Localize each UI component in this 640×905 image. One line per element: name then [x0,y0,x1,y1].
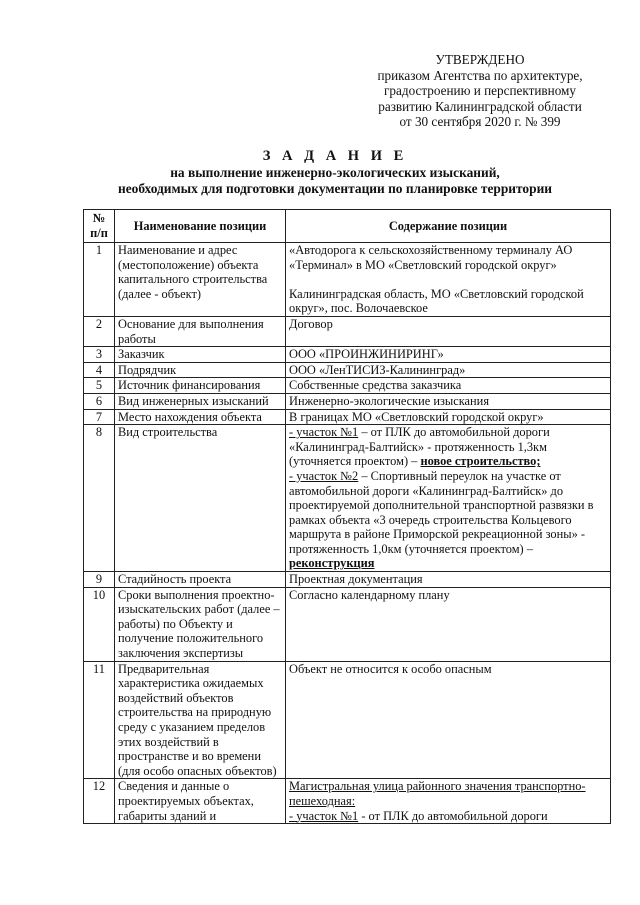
row-name: Стадийность проекта [115,572,286,588]
table-row [84,316,611,346]
row-num: 3 [84,347,115,363]
row-content: Договор [286,316,611,346]
table-row [84,362,611,378]
row-content [286,243,611,317]
row-name: Вид строительства [115,425,286,572]
table-row [84,347,611,363]
row-num: 4 [84,362,115,378]
table-row [84,393,611,409]
row-name: Основание для выполнения работы [115,316,286,346]
row-name: Сведения и данные о проектируемых объектах, габариты зданий и [115,779,286,824]
task-table [83,209,611,824]
header-num: № п/п [84,210,115,243]
approval-line: УТВЕРЖДЕНО [435,52,525,67]
row-name: Вид инженерных изысканий [115,393,286,409]
table-header-row [84,210,611,243]
row-content: Инженерно-экологические изыскания [286,393,611,409]
section-2-text: – Спортивный переулок на участке от автомобильной дороги «Калининград-Балтийск» до проектируемой дополнительной транспортной развязки в рамках объекта «3 очередь строительства Кольцевого маршрута в районе Приморской рекреационной зоны» - протяженность 1,0км (уточняется проектом) – [289,468,594,556]
row-num: 7 [84,409,115,425]
title-subheading: на выполнение инженерно-экологических изысканий, [170,165,500,180]
row-num: 6 [84,393,115,409]
table-row [84,587,611,661]
table-row [84,409,611,425]
object-address: Калининградская область, МО «Светловский городской округ», пос. Волочаевское [289,286,584,316]
title-heading: З А Д А Н И Е [262,148,408,164]
table-row [84,425,611,572]
title-subheading: необходимых для подготовки документации по планировке территории [117,181,552,196]
section-1-type: новое строительство; [420,454,541,469]
street-class: Магистральная улица районного значения транспортно-пешеходная: [289,779,586,808]
approval-stamp [346,52,614,130]
section-2-type: реконструкция [289,556,375,571]
approval-line: приказом Агентства по архитектуре, [377,67,583,83]
section-1-text: – от ПЛК до автомобильной дороги «Калининград-Балтийск» - протяженность 1,3км (уточняется проектом) – [289,425,550,469]
row-content: ООО «ПРОИНЖИНИРИНГ» [286,347,611,363]
table-row [84,378,611,394]
row-name: Место нахождения объекта [115,409,286,425]
section-1-label: - участок №1 [289,425,359,440]
table-row [84,779,611,824]
row-num: 2 [84,316,115,346]
row-name: Предварительная характеристика ожидаемых воздействий объектов строительства на природную среду с указанием пределов этих воздействий в пространстве и во времени (для особо опасных объектов) [115,661,286,779]
row-content: Согласно календарному плану [286,587,611,661]
section-1-label: - участок №1 [289,808,359,823]
approval-line: градостроению и перспективному [384,83,576,99]
row-num: 8 [84,425,115,572]
section-2-label: - участок №2 [289,468,359,483]
row-content: Собственные средства заказчика [286,378,611,394]
spacer [289,272,607,287]
row-name: Подрядчик [115,362,286,378]
header-name: Наименование позиции [115,210,286,243]
table-row [84,243,611,317]
row-content [286,425,611,572]
approval-line: развитию Калининградской области [378,98,582,114]
row-num: 5 [84,378,115,394]
row-name: Заказчик [115,347,286,363]
row-num: 10 [84,587,115,661]
row-content: ООО «ЛенТИСИЗ-Калининград» [286,362,611,378]
row-content [286,779,611,824]
row-num: 9 [84,572,115,588]
header-content: Содержание позиции [286,210,611,243]
approval-line: от 30 сентября 2020 г. № 399 [399,114,561,130]
row-num: 12 [84,779,115,824]
row-content: В границах МО «Светловский городской округ» [286,409,611,425]
object-name: «Автодорога к сельскохозяйственному терминалу АО «Терминал» в МО «Светловский городской округ» [289,243,573,272]
row-name: Сроки выполнения проектно-изыскательских работ (далее – работы) по Объекту и получение положительного заключения экспертизы [115,587,286,661]
row-content: Объект не относится к особо опасным [286,661,611,779]
document-title [40,148,630,197]
table-row [84,572,611,588]
row-content: Проектная документация [286,572,611,588]
row-name: Наименование и адрес (местоположение) объекта капитального строительства (далее - объект) [115,243,286,317]
row-num: 1 [84,243,115,317]
row-name: Источник финансирования [115,378,286,394]
table-row [84,661,611,779]
row-num: 11 [84,661,115,779]
section-1-text: - от ПЛК до автомобильной дороги [358,808,548,823]
